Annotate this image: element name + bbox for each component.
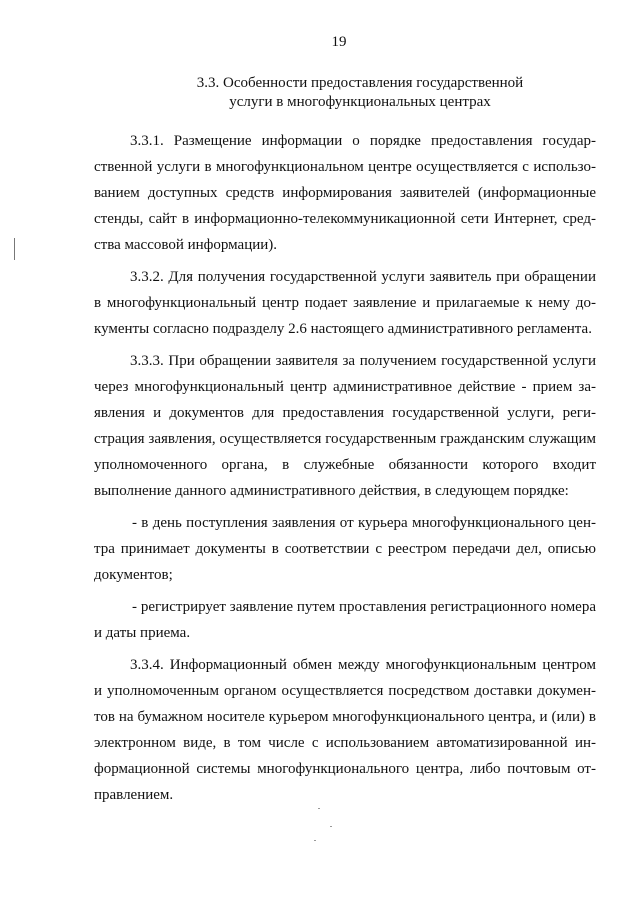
paragraph-3-3-1: 3.3.1. Размещение информации о порядке предоставления государственной услуги в многофункциональном центре осуществляется с использованием доступных средств информирования заявителей (информационные стенды, сайт в информационно-телекоммуникационной сети Интернет, средства массовой информации). [94,133,596,253]
page-number: 19 [331,34,347,50]
list-item-register-application: - регистрирует заявление путем проставления регистрационного номера и даты приема. [94,599,596,641]
list-item-accept-documents: - в день поступления заявления от курьера многофункционального центра принимает документы в соответствии с реестром передачи дел, описью документов; [94,515,596,583]
scan-speck [314,840,316,841]
body-text [94,128,596,814]
paragraph-3-3-3: 3.3.3. При обращении заявителя за получением государственной услуги через многофункциональный центр административное действие - прием заявления и документов для предоставления государственной услуги, регистрация заявления, осуществляется государственным гражданским служащим уполномоченного органа, в служебные обязанности которого входит выполнение данного административного действия, в следующем порядке: [94,353,596,499]
section-title [150,74,570,112]
section-title-line-1: 3.3. Особенности предоставления государственной [196,75,524,91]
section-title-line-2: услуги в многофункциональных центрах [229,94,491,110]
paragraph-3-3-4: 3.3.4. Информационный обмен между многофункциональным центром и уполномоченным органом осуществляется посредством доставки документов на бумажном носителе курьером многофункционального центра, и (или) в электронном виде, в том числе с использованием автоматизированной информационной системы многофункционального центра, либо почтовым отправлением. [94,657,596,803]
paragraph-3-3-2: 3.3.2. Для получения государственной услуги заявитель при обращении в многофункциональный центр подает заявление и прилагаемые к нему документы согласно подразделу 2.6 настоящего административного регламента. [94,269,596,337]
scan-speck [330,826,332,827]
scan-margin-mark [14,238,15,260]
